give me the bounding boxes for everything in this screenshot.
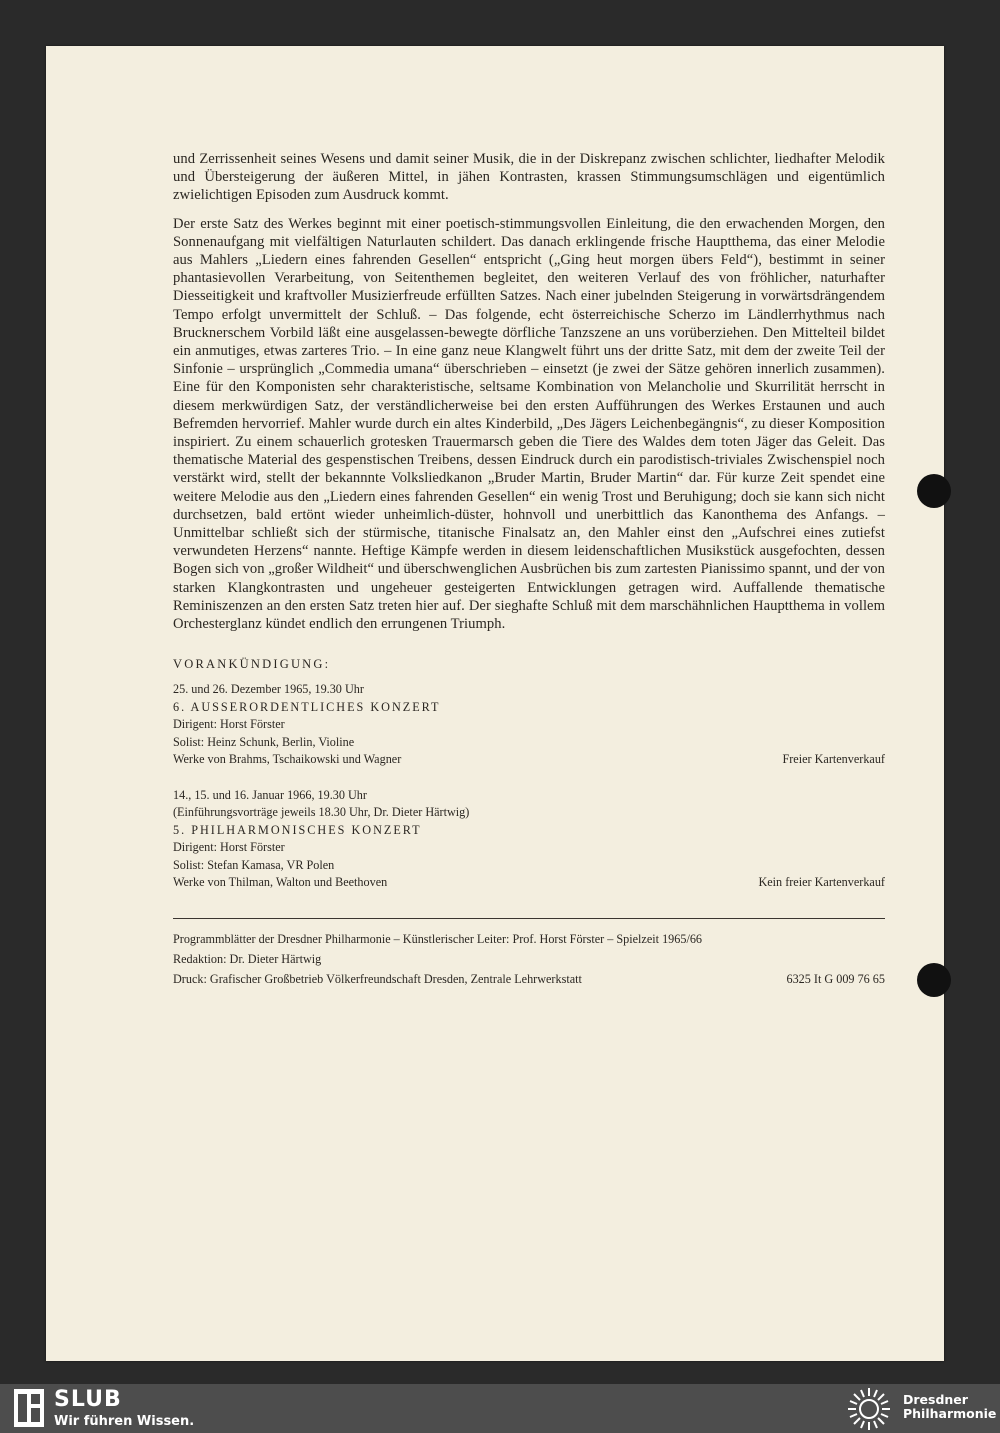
event-date: 25. und 26. Dezember 1965, 19.30 Uhr (173, 682, 364, 697)
event-ticket-info: Freier Kartenverkauf (782, 752, 885, 767)
article-paragraph: und Zerrissenheit seines Wesens und damit seiner Musik, die in der Diskrepanz zwischen schlichter, liedhafter Melodik und Übersteigerung der äußeren Mittel, in jähen Kontrasten, krassen Stimmungsumschlägen und eigentümlich zwielichtigen Episoden zum Ausdruck kommt. (173, 151, 885, 204)
event-block (173, 681, 885, 769)
slub-name[interactable]: SLUB (54, 1387, 122, 1412)
event-title: 5. PHILHARMONISCHES KONZERT (173, 822, 422, 837)
slub-logo-icon[interactable] (14, 1389, 44, 1427)
event-note: (Einführungsvorträge jeweils 18.30 Uhr, Dr. Dieter Härtwig) (173, 805, 470, 820)
event-works: Werke von Thilman, Walton und Beethoven (173, 875, 388, 890)
page-content (173, 150, 885, 989)
philharmonie-name-line2: Philharmonie (903, 1406, 997, 1421)
event-conductor: Dirigent: Horst Förster (173, 840, 285, 855)
slub-tagline: Wir führen Wissen. (54, 1414, 195, 1429)
philharmonie-name[interactable] (903, 1393, 996, 1421)
philharmonie-logo-icon[interactable] (843, 1386, 895, 1432)
viewer-bottom-bar (0, 1384, 1000, 1433)
imprint-print-row (173, 969, 885, 989)
imprint-print-code: 6325 It G 009 76 65 (786, 971, 885, 986)
imprint-print-line: Druck: Grafischer Großbetrieb Völkerfreundschaft Dresden, Zentrale Lehrwerkstatt (173, 971, 582, 986)
event-works-row (173, 751, 885, 769)
imprint (173, 929, 885, 989)
imprint-editor-line: Redaktion: Dr. Dieter Härtwig (173, 951, 322, 966)
event-soloist: Solist: Stefan Kamasa, VR Polen (173, 857, 335, 872)
footer-divider (173, 918, 885, 919)
philharmonie-name-line1: Dresdner (903, 1392, 968, 1407)
document-page (46, 46, 944, 1361)
article-paragraph: Der erste Satz des Werkes beginnt mit einer poetisch-stimmungsvollen Einleitung, die den erwachenden Morgen, den Sonnenaufgang mit vielfältigen Naturlauten schildert. Das danach erklingende frische Hauptthema, das einer Melodie aus Mahlers „Liedern eines fahrenden Gesellen“ entspricht („Ging heut morgen übers Feld“), bestimmt in seiner phantasievollen Verarbeitung, von Seitenthemen begleitet, den weiteren Verlauf des von fröhlicher, naturhafter Diesseitigkeit und kraftvoller Musizierfreude erfüllten Satzes. Nach einer jubelnden Steigerung in vorwärtsdrängendem Tempo erfolgt unvermittelt der Schluß. – Das folgende, echt österreichische Scherzo im Ländlerrhythmus nach Brucknerschem Vorbild läßt eine ausgelassen-bewegte dörfliche Tanzszene an uns vorüberziehen. Den Mittelteil bildet ein anmutiges, etwas zarteres Trio. – In eine ganz neue Klangwelt führt uns der dritte Satz, mit dem der zweite Teil der Sinfonie – ursprünglich „Commedia umana“ überschrieben – einsetzt (je zwei der Sätze gehören innerlich zusammen). Eine für den Komponisten sehr charakteristische, seltsame Kombination von Melancholie und Skurrilität herrscht in diesem merkwürdigen Satz, der verständlicherweise bei den ersten Aufführungen des Werkes Erstaunen und auch Befremden hervorrief. Mahler wurde durch ein altes Kinderbild, „Des Jägers Leichenbegängnis“, zu dieser Komposition inspiriert. Zu einem schauerlich grotesken Trauermarsch geben die Tiere des Waldes dem toten Jäger das Geleit. Das thematische Material des gespenstischen Treibens, dessen Eindruck durch ein parodistisch-triviales Zwischenspiel noch verstärkt wird, stellt der bekannnte Volksliedkanon „Bruder Martin, Bruder Martin“ dar. Für kurze Zeit spendet eine weitere Melodie aus den „Liedern eines fahrenden Gesellen“ ein wenig Trost und Beruhigung; doch sie kann sich nicht durchsetzen, bald ertönt wieder unheimlich-düster, hohnvoll und unerbittlich das Kanonthema des Anfangs. – Unmittelbar schließt sich der stürmische, titanische Finalsatz an, den Mahler einst den „Aufschrei eines zutiefst verwundeten Herzens“ nannte. Heftige Kämpfe werden in diesem leidenschaftlichen Musikstück ausgefochten, dessen Bogen sich von „großer Wildheit“ und überschwenglichen Ausbrüchen bis zum zartesten Pianissimo spannt, und der von starken Klangkontrasten und ungeheuer gesteigerten Entwicklungen getragen wird. Auffallende thematische Reminiszenzen an den ersten Satz treten hier auf. Der sieghafte Schluß mit dem marschähnlichen Hauptthema in vollem Orchesterglanz kündet endlich den errungenen Triumph. (173, 215, 885, 633)
event-works: Werke von Brahms, Tschaikowski und Wagner (173, 752, 402, 767)
punch-hole (917, 963, 951, 997)
event-title: 6. AUSSERORDENTLICHES KONZERT (173, 699, 441, 714)
event-block (173, 787, 885, 892)
announcement-heading: VORANKÜNDIGUNG: (173, 657, 331, 672)
imprint-program-line: Programmblätter der Dresdner Philharmonie – Künstlerischer Leiter: Prof. Horst Förster – Spielzeit 1965/66 (173, 931, 703, 946)
event-conductor: Dirigent: Horst Förster (173, 717, 285, 732)
event-ticket-info: Kein freier Kartenverkauf (758, 875, 885, 890)
event-soloist: Solist: Heinz Schunk, Berlin, Violine (173, 734, 355, 749)
event-works-row (173, 874, 885, 892)
event-date: 14., 15. und 16. Januar 1966, 19.30 Uhr (173, 787, 367, 802)
punch-hole (917, 474, 951, 508)
